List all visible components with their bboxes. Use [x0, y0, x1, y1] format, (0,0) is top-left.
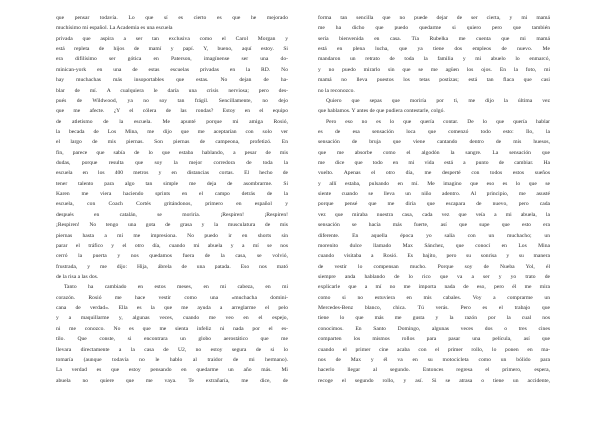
text-line: escuela en los 400 metros y en distancias cortas. El hecho de	[56, 170, 288, 177]
text-line: era difilísimo ser gótica en Paterson, imagínense ser una do-	[56, 56, 288, 63]
text-line: como si no estuviera en mis cabales. Voy a comprarme un	[318, 294, 550, 301]
text-line: mamá no lleva puestos los tetas postizas; está tan flaca que casi	[318, 77, 550, 84]
text-line: diferente. En aquella época yo salía con un muchacho; un	[318, 232, 550, 239]
text-line: no la reconozco.	[318, 87, 355, 94]
text-line: escuela, con Coach Cortés gritándonos, primero en español y	[56, 201, 288, 208]
text-line: tiene lo que más me gusta y la razón por la cual nos	[318, 315, 550, 322]
text-line: me dice que todo en mi vida está a punto de cambiar. Ha	[318, 160, 550, 167]
text-line: cana de verdad». Ella es la que me ayuda a arreglarme el pelo	[56, 305, 288, 312]
text-line: piernas hasta a mí me impresiona. No puedo ir en shorts sin	[56, 232, 288, 239]
text-line: morenito dulce llamado Max Sánchez, que conocí en Los Mina	[318, 242, 550, 249]
right-page	[318, 13, 550, 386]
text-line: y a maquillarme y, algunas veces, cuando me veo en el espejo,	[56, 315, 288, 322]
text-line: comparten los mismos rollos para pasar una película, así que	[318, 336, 550, 343]
text-line: Mercedes-Benz blanco, chica. Tú verás. Pero es el trabajo que	[318, 305, 550, 312]
text-line: que pensar todavía. Lo que sí es cierto es que he mejorado	[56, 15, 288, 21]
text-line: frustrada, y me dijo: Hija, ábrela de una patada. Eso nos mató	[56, 263, 288, 270]
text-line: porque pensé que me diría que escapara de nuevo, pero cada	[318, 201, 550, 208]
text-line: tilo. Que conste, si encontrara un globo aerostático que me	[56, 336, 288, 343]
text-line: Tanto ha cambiado en estos meses, en mi cabeza, en mi	[64, 284, 288, 291]
text-line: Karen me viera haciendo sprints en el campo detrás de la	[56, 191, 288, 198]
text-line: hay muchachas más insoportables que estas. No dejan de ha-	[56, 77, 288, 84]
text-line: dudas, porque resulta que soy la mejor corredora de toda la	[56, 160, 288, 167]
text-line: de la risa a las dos.	[56, 273, 99, 280]
text-line: ¡Respiren! No tengo una gota de grasa y la musculatura de mis	[56, 222, 288, 229]
left-page	[56, 13, 288, 386]
text-line: llevara directamente a la casa de U2, no estoy segura de si lo	[56, 346, 288, 353]
text-line: que hablamos. Y antes de que pudiera contestarle, colgó.	[318, 108, 445, 115]
text-line: vez que miraba nuestra casa, cada vez que veía a mi abuela, la	[318, 211, 550, 218]
text-line: cuando el primer cine acaba con el primer rollo, lo ponen en ma-	[318, 346, 550, 353]
text-line: que me absorbe como el algodón la sangre. La sensación que	[318, 149, 550, 156]
text-line: de vestir lo compensan mucho. Porque soy de Nueba Yol, él	[318, 263, 550, 270]
text-line: minican-york en una de estas escuelas privadas en la RD. No	[56, 66, 288, 73]
text-line: tomaría (aunque todavía no le hablo al traidor de mi hermano).	[56, 356, 288, 363]
text-line: el largo de mis piernas. Son piernas de campeona, profetizó. En	[56, 139, 288, 146]
text-line: me ha dicho que puedo quedarme si quiero pero que también	[318, 25, 550, 32]
text-line: la becada de Los Mina, me dijo que me aceptarían con solo ver	[56, 128, 288, 135]
text-line: abuela no quiere que me vaya. Te extrañaría, me dice, de	[56, 377, 288, 384]
text-line: cuando visitaba a Rosió. Es bajito, pero su sonrisa y su manera	[318, 253, 550, 260]
text-line: de atletismo de la escuela. Me apunté porque mi amiga Rosió,	[56, 118, 288, 125]
text-line: sensación se hacía más fuerte, así que supe que esto era	[318, 222, 550, 229]
text-line: sería bienvenida en casa. Tía Rubelka me cuenta que mi mamá	[318, 35, 550, 42]
text-line: muchísimo mi español. La Academia es una escuela	[56, 25, 173, 32]
text-line: fin, parece que sabía de lo que estaba hablando, a pesar de mis	[56, 149, 288, 156]
text-line: blar de mí. A cualquiera le daría una crisis nerviosa; pero des-	[56, 87, 288, 94]
text-line: siente cuando se lleva un niño adentro. Al principio, me asusté	[318, 191, 550, 198]
text-line: forma tan sencilla que no puede dejar de ser cierta, y mi mamá	[318, 15, 550, 21]
text-line: Pero eso no es lo que quería contar. De lo que quería hablar	[326, 118, 550, 125]
text-line: pués de Wildwood, ya no soy tan frágil. Sencillamente, no dejo	[56, 97, 288, 104]
text-line: privada que aspira a ser tan exclusiva como el Carol Morgan y	[56, 35, 288, 42]
text-line: Quiero que sepas que moriría por ti, me dijo la última vez	[326, 97, 550, 104]
text-line: cerró la puerta y nos quedamos fuera de la casa, se volvió,	[56, 253, 288, 260]
text-line: ni me conozco. No es que me sienta infeliz ni nada por el es-	[56, 325, 288, 332]
text-line: La verdad es que estoy pensando en quedarme un año más. Mi	[56, 367, 288, 374]
text-line: está repleta de hijos de mamí y papí. Y, bueno, aquí estoy. Si	[56, 46, 288, 53]
text-line: explicarle que a mí no me importa nada de eso, pero él me mira	[318, 284, 550, 291]
text-line: nos de Max y él va en su motocicleta como un bólido para	[318, 356, 550, 363]
text-line: siempre anda hablando de lo rico que va a ser y yo trato de	[318, 273, 550, 280]
text-line: es de esa sensación loca que comenzó todo esto: Ilo, la	[318, 128, 550, 135]
text-line: que me afecte. ¿Y el cólera de las rondas? Estoy en el equipo	[56, 108, 288, 115]
text-line: tener talento para algo tan simple me deja de asombrarme. Si	[56, 180, 288, 187]
text-line: después en catalán, se moriría. ¡Respiren! ¡Respiren!	[56, 211, 288, 218]
text-line: corazón. Rosió me hace vestir como una «muchacha domini-	[56, 294, 288, 301]
text-line: recoge el segundo rollo, y así. Si se atrasa o tiene un accidente,	[318, 377, 550, 384]
text-line: y allí estaba, pulsando en mí. Me imagino que eso es lo que se	[318, 180, 550, 187]
text-line: conocimos. En Santo Domingo, algunas veces dos o tres cines	[318, 325, 550, 332]
text-line: mandaron un retrato de toda la familia y mi abuelo lo enmarcó,	[318, 56, 550, 63]
text-line: hacerlo llegar al segundo. Entonces regresa el primero, espera,	[318, 367, 550, 374]
text-line: parar el tráfico y el otro día, cuando mi abuela y a mí se nos	[56, 242, 288, 249]
text-line: sensación de bruja que viene cantando dentro de mis huesos,	[318, 139, 550, 146]
text-line: y no puedo mirarlo sin que se me agüen los ojos. En la foto, mi	[318, 66, 550, 73]
text-line: está en plena lucha, que ya tiene dos empleos de nuevo. Me	[318, 46, 550, 53]
text-line: vuelto. Apenas el otro día, me desperté con todos estos sueños	[318, 170, 550, 177]
